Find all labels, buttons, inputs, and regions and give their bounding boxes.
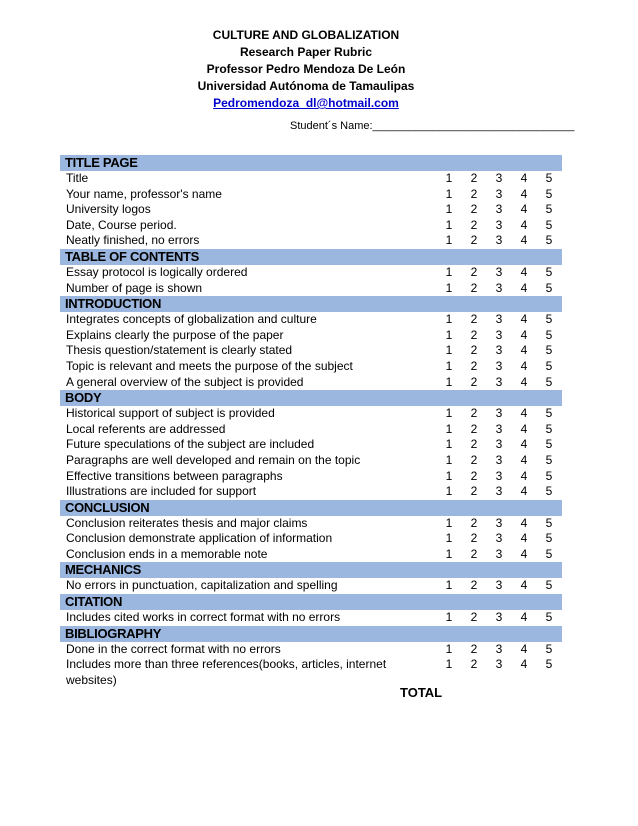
score-option[interactable]: 4 (520, 171, 528, 185)
score-option[interactable]: 1 (445, 406, 453, 421)
score-option[interactable]: 3 (495, 484, 503, 499)
score-scale (444, 657, 554, 673)
score-option[interactable]: 2 (470, 610, 478, 625)
score-option[interactable]: 4 (520, 484, 528, 499)
course-title: CULTURE AND GLOBALIZATION (212, 28, 400, 42)
score-scale (444, 437, 554, 453)
criterion-row (60, 547, 562, 563)
score-option[interactable]: 5 (545, 202, 553, 217)
score-option[interactable]: 1 (445, 358, 453, 373)
score-option[interactable]: 4 (520, 468, 528, 483)
section-header: TABLE OF CONTENTS (60, 249, 562, 265)
criterion-text: Neatly finished, no errors (66, 233, 200, 248)
score-option[interactable]: 5 (545, 374, 553, 389)
score-option[interactable]: 3 (495, 171, 503, 185)
score-option[interactable]: 5 (545, 343, 553, 358)
total-label: TOTAL (400, 685, 443, 700)
score-option[interactable]: 3 (495, 312, 503, 327)
score-option[interactable]: 4 (520, 343, 528, 358)
section-header: TITLE PAGE (60, 155, 562, 171)
score-scale (444, 453, 554, 469)
criterion-text: Local referents are addressed (66, 421, 226, 436)
score-option[interactable]: 5 (545, 468, 553, 483)
score-scale (444, 359, 554, 375)
criterion-row (60, 484, 562, 500)
score-scale (444, 265, 554, 281)
score-option[interactable]: 2 (470, 280, 478, 295)
score-option[interactable]: 5 (545, 171, 553, 185)
criterion-text: Conclusion ends in a memorable note (66, 546, 268, 561)
score-option[interactable]: 3 (495, 327, 503, 342)
score-scale (444, 281, 554, 297)
score-option[interactable]: 2 (470, 327, 478, 342)
score-option[interactable]: 4 (520, 264, 528, 279)
score-option[interactable]: 1 (445, 202, 453, 217)
score-option[interactable]: 3 (495, 280, 503, 295)
student-name-field[interactable]: Student´s Name:_________________________________ (290, 120, 575, 132)
score-option[interactable]: 3 (495, 374, 503, 389)
score-option[interactable]: 1 (445, 531, 453, 546)
document-header (0, 27, 612, 112)
score-option[interactable]: 4 (520, 515, 528, 530)
score-option[interactable]: 2 (470, 515, 478, 530)
criterion-row (60, 422, 562, 438)
score-option[interactable]: 4 (520, 641, 528, 656)
criterion-row (60, 202, 562, 218)
score-option[interactable]: 1 (445, 343, 453, 358)
score-option[interactable]: 3 (495, 610, 503, 625)
score-scale (444, 547, 554, 563)
score-option[interactable]: 4 (520, 421, 528, 436)
score-option[interactable]: 5 (545, 327, 553, 342)
score-option[interactable]: 1 (445, 327, 453, 342)
score-option[interactable]: 5 (545, 421, 553, 436)
score-scale (444, 516, 554, 532)
score-option[interactable]: 4 (520, 358, 528, 373)
criterion-text: Includes cited works in correct format with no errors (66, 610, 341, 625)
score-option[interactable]: 2 (470, 358, 478, 373)
score-option[interactable]: 3 (495, 264, 503, 279)
criterion-text: Essay protocol is logically ordered (66, 264, 248, 279)
score-option[interactable]: 1 (445, 217, 453, 232)
score-option[interactable]: 2 (470, 437, 478, 452)
score-option[interactable]: 2 (470, 217, 478, 232)
score-option[interactable]: 2 (470, 578, 478, 593)
criterion-text: Conclusion reiterates thesis and major claims (66, 515, 308, 530)
score-scale (444, 312, 554, 328)
score-option[interactable]: 3 (495, 358, 503, 373)
criterion-text: Includes more than three references(books, articles, internet websites) (66, 657, 387, 687)
score-option[interactable]: 3 (495, 546, 503, 561)
rubric-title: Research Paper Rubric (239, 45, 373, 59)
score-option[interactable]: 5 (545, 610, 553, 625)
criterion-row (60, 233, 562, 249)
score-option[interactable]: 4 (520, 217, 528, 232)
score-option[interactable]: 1 (445, 452, 453, 467)
score-scale (444, 233, 554, 249)
criterion-text: Done in the correct format with no errors (66, 641, 281, 656)
criterion-text: University logos (66, 202, 151, 217)
score-scale (444, 469, 554, 485)
score-option[interactable]: 4 (520, 437, 528, 452)
criterion-row (60, 437, 562, 453)
criterion-text: Title (66, 171, 89, 185)
score-option[interactable]: 5 (545, 233, 553, 248)
score-option[interactable]: 1 (445, 437, 453, 452)
criterion-row (60, 312, 562, 328)
criterion-row (60, 218, 562, 234)
score-option[interactable]: 5 (545, 657, 553, 672)
score-option[interactable]: 1 (445, 641, 453, 656)
score-scale (444, 578, 554, 594)
score-option[interactable]: 2 (470, 202, 478, 217)
score-scale (444, 187, 554, 203)
score-option[interactable]: 4 (520, 202, 528, 217)
score-scale (444, 484, 554, 500)
score-scale (444, 642, 554, 658)
score-option[interactable]: 4 (520, 280, 528, 295)
score-scale (444, 202, 554, 218)
score-option[interactable]: 5 (545, 437, 553, 452)
score-option[interactable]: 2 (470, 312, 478, 327)
criterion-row (60, 359, 562, 375)
criterion-row (60, 453, 562, 469)
score-option[interactable]: 2 (470, 343, 478, 358)
score-option[interactable]: 5 (545, 578, 553, 593)
section-header: BIBLIOGRAPHY (60, 626, 562, 642)
score-option[interactable]: 1 (445, 264, 453, 279)
score-option[interactable]: 3 (495, 531, 503, 546)
score-option[interactable]: 2 (470, 546, 478, 561)
criterion-text: Effective transitions between paragraphs (66, 468, 283, 483)
criterion-row (60, 469, 562, 485)
score-option[interactable]: 4 (520, 546, 528, 561)
criterion-row (60, 265, 562, 281)
score-option[interactable]: 1 (445, 171, 453, 185)
score-option[interactable]: 2 (470, 374, 478, 389)
score-scale (444, 343, 554, 359)
criterion-row (60, 610, 562, 626)
criterion-row (60, 406, 562, 422)
criterion-row (60, 343, 562, 359)
criterion-text: Thesis question/statement is clearly stated (66, 343, 293, 358)
score-option[interactable]: 3 (495, 452, 503, 467)
criterion-text: Integrates concepts of globalization and culture (66, 312, 317, 327)
score-scale (444, 375, 554, 391)
score-option[interactable]: 5 (545, 186, 553, 201)
score-option[interactable]: 5 (545, 264, 553, 279)
criterion-text: Conclusion demonstrate application of information (66, 531, 333, 546)
section-header: MECHANICS (60, 562, 562, 578)
score-scale (444, 171, 554, 187)
criterion-row (60, 375, 562, 391)
score-option[interactable]: 5 (545, 484, 553, 499)
criterion-text: Topic is relevant and meets the purpose of the subject (66, 358, 353, 373)
score-option[interactable]: 4 (520, 312, 528, 327)
score-option[interactable]: 2 (470, 531, 478, 546)
score-option[interactable]: 5 (545, 406, 553, 421)
criterion-row (60, 328, 562, 344)
score-option[interactable]: 1 (445, 578, 453, 593)
criterion-text: Date, Course period. (66, 217, 177, 232)
criterion-row (60, 171, 562, 187)
professor-name: Professor Pedro Mendoza De León (206, 62, 406, 76)
score-option[interactable]: 1 (445, 186, 453, 201)
criterion-row (60, 657, 562, 688)
score-option[interactable]: 5 (545, 312, 553, 327)
score-scale (444, 422, 554, 438)
score-option[interactable]: 3 (495, 468, 503, 483)
score-option[interactable]: 5 (545, 452, 553, 467)
section-header: BODY (60, 390, 562, 406)
score-option[interactable]: 1 (445, 421, 453, 436)
score-option[interactable]: 4 (520, 452, 528, 467)
score-option[interactable]: 1 (445, 312, 453, 327)
score-option[interactable]: 5 (545, 217, 553, 232)
score-option[interactable]: 1 (445, 546, 453, 561)
score-option[interactable]: 4 (520, 186, 528, 201)
score-option[interactable]: 2 (470, 186, 478, 201)
criterion-row (60, 531, 562, 547)
score-option[interactable]: 3 (495, 202, 503, 217)
score-option[interactable]: 1 (445, 374, 453, 389)
score-option[interactable]: 4 (520, 578, 528, 593)
score-scale (444, 218, 554, 234)
score-option[interactable]: 3 (495, 421, 503, 436)
score-option[interactable]: 2 (470, 406, 478, 421)
score-scale (444, 610, 554, 626)
score-option[interactable]: 2 (470, 171, 478, 185)
score-option[interactable]: 2 (470, 421, 478, 436)
score-scale (444, 531, 554, 547)
criterion-text: Explains clearly the purpose of the paper (66, 327, 284, 342)
score-scale (444, 328, 554, 344)
score-option[interactable]: 3 (495, 657, 503, 672)
score-option[interactable]: 1 (445, 610, 453, 625)
score-option[interactable]: 2 (470, 452, 478, 467)
score-option[interactable]: 5 (545, 641, 553, 656)
section-header: INTRODUCTION (60, 296, 562, 312)
criterion-row (60, 281, 562, 297)
score-option[interactable]: 4 (520, 657, 528, 672)
score-option[interactable]: 5 (545, 280, 553, 295)
criterion-text: Number of page is shown (66, 280, 203, 295)
score-option[interactable]: 3 (495, 343, 503, 358)
criterion-text: Illustrations are included for support (66, 484, 257, 499)
criterion-row (60, 187, 562, 203)
criterion-text: Your name, professor's name (66, 186, 222, 201)
score-option[interactable]: 1 (445, 484, 453, 499)
score-option[interactable]: 5 (545, 515, 553, 530)
score-option[interactable]: 4 (520, 374, 528, 389)
criterion-text: Future speculations of the subject are included (66, 437, 315, 452)
score-option[interactable]: 4 (520, 327, 528, 342)
score-option[interactable]: 5 (545, 546, 553, 561)
score-option[interactable]: 2 (470, 264, 478, 279)
criterion-text: A general overview of the subject is provided (66, 374, 304, 389)
section-header: CITATION (60, 594, 562, 610)
criterion-text: Paragraphs are well developed and remain on the topic (66, 452, 361, 467)
score-option[interactable]: 1 (445, 657, 453, 672)
score-option[interactable]: 2 (470, 641, 478, 656)
score-option[interactable]: 1 (445, 515, 453, 530)
score-scale (444, 406, 554, 422)
section-header: CONCLUSION (60, 500, 562, 516)
rubric-table (60, 155, 562, 688)
score-option[interactable]: 4 (520, 531, 528, 546)
criterion-row (60, 578, 562, 594)
score-option[interactable]: 4 (520, 610, 528, 625)
score-option[interactable]: 3 (495, 515, 503, 530)
score-option[interactable]: 3 (495, 578, 503, 593)
criterion-row (60, 516, 562, 532)
score-option[interactable]: 3 (495, 233, 503, 248)
score-option[interactable]: 5 (545, 358, 553, 373)
criterion-text: Historical support of subject is provided (66, 406, 275, 421)
score-option[interactable]: 2 (470, 484, 478, 499)
score-option[interactable]: 4 (520, 233, 528, 248)
score-option[interactable]: 3 (495, 406, 503, 421)
score-option[interactable]: 2 (470, 468, 478, 483)
score-option[interactable]: 2 (470, 657, 478, 672)
score-option[interactable]: 3 (495, 217, 503, 232)
professor-email-link[interactable]: Pedromendoza_dl@hotmail.com (213, 96, 399, 110)
score-option[interactable]: 1 (445, 468, 453, 483)
score-option[interactable]: 1 (445, 233, 453, 248)
score-option[interactable]: 3 (495, 186, 503, 201)
score-option[interactable]: 2 (470, 233, 478, 248)
university-name: Universidad Autónoma de Tamaulipas (197, 79, 415, 93)
score-option[interactable]: 5 (545, 531, 553, 546)
score-option[interactable]: 3 (495, 641, 503, 656)
criterion-row (60, 642, 562, 658)
score-option[interactable]: 4 (520, 406, 528, 421)
score-option[interactable]: 1 (445, 280, 453, 295)
score-option[interactable]: 3 (495, 437, 503, 452)
criterion-text: No errors in punctuation, capitalization and spelling (66, 578, 338, 593)
